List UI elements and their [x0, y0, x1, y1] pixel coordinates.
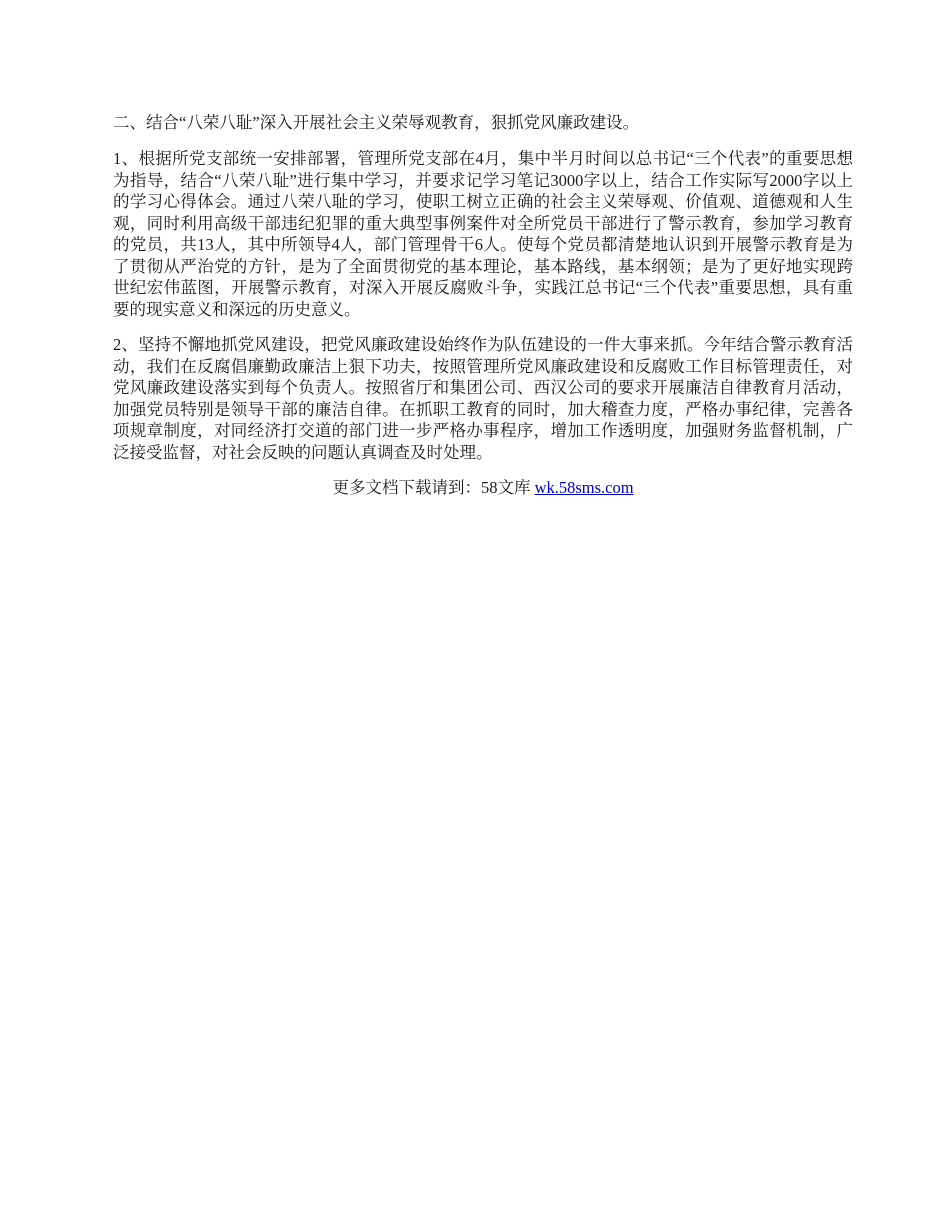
footer-link[interactable]: wk.58sms.com [534, 478, 634, 497]
document-page [113, 112, 853, 499]
section-heading: 二、结合“八荣八耻”深入开展社会主义荣辱观教育，狠抓党风廉政建设。 [113, 113, 640, 132]
footer-prefix: 更多文档下载请到：58文库 [332, 478, 535, 497]
paragraph-1: 1、根据所党支部统一安排部署，管理所党支部在4月，集中半月时间以总书记“三个代表”的重要思想为指导，结合“八荣八耻”进行集中学习，并要求记学习笔记3000字以上，结合工作实际写2000字以上的学习心得体会。通过八荣八耻的学习，使职工树立正确的社会主义荣辱观、价值观、道德观和人生观，同时利用高级干部违纪犯罪的重大典型事例案件对全所党员干部进行了警示教育，参加学习教育的党员，共13人，其中所领导4人，部门管理骨干6人。使每个党员都清楚地认识到开展警示教育是为了贯彻从严治党的方针，是为了全面贯彻党的基本理论，基本路线，基本纲领；是为了更好地实现跨世纪宏伟蓝图，开展警示教育，对深入开展反腐败斗争，实践江总书记“三个代表”重要思想，具有重要的现实意义和深远的历史意义。 [113, 149, 853, 319]
download-footer [113, 477, 853, 499]
paragraph-2: 2、坚持不懈地抓党风建设，把党风廉政建设始终作为队伍建设的一件大事来抓。今年结合警示教育活动，我们在反腐倡廉勤政廉洁上狠下功夫，按照管理所党风廉政建设和反腐败工作目标管理责任，对党风廉政建设落实到每个负责人。按照省厅和集团公司、西汉公司的要求开展廉洁自律教育月活动，加强党员特别是领导干部的廉洁自律。在抓职工教育的同时，加大稽查力度，严格办事纪律，完善各项规章制度，对同经济打交道的部门进一步严格办事程序，增加工作透明度，加强财务监督机制，广泛接受监督，对社会反映的问题认真调查及时处理。 [113, 335, 853, 462]
